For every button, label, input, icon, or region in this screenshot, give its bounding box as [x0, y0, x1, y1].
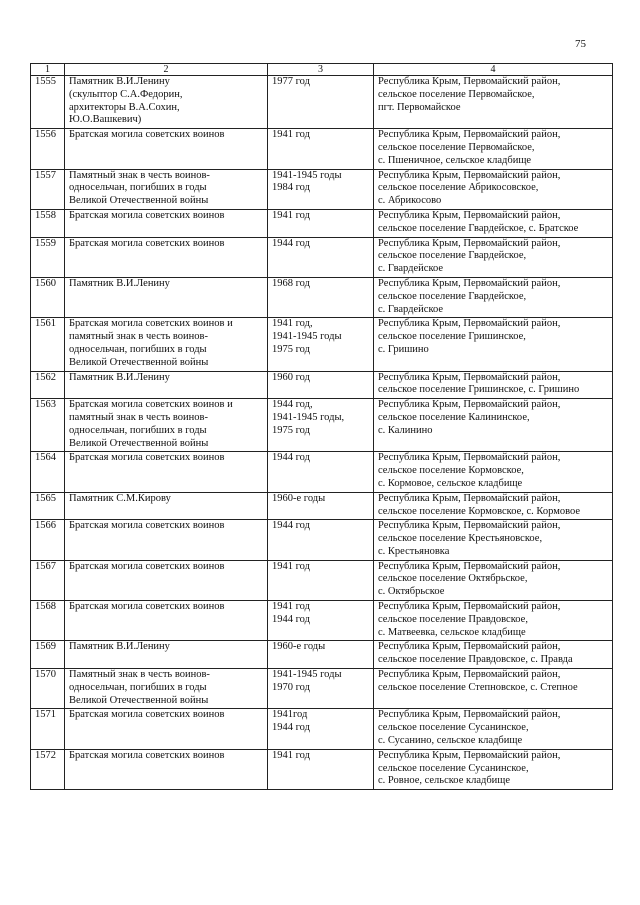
table-row — [31, 641, 613, 669]
column-header: 4 — [374, 64, 613, 76]
monument-name-cell: Братская могила советских воинов и памятный знак в честь воинов- односельчан, погибших в годы Великой Отечественной войны — [65, 318, 268, 371]
row-number-cell: 1563 — [31, 399, 65, 452]
monument-name-cell: Братская могила советских воинов и памятный знак в честь воинов- односельчан, погибших в годы Великой Отечественной войны — [65, 399, 268, 452]
location-cell: Республика Крым, Первомайский район, сельское поселение Первомайское, с. Пшеничное, сельское кладбище — [374, 129, 613, 169]
table-row — [31, 169, 613, 209]
column-header: 3 — [268, 64, 374, 76]
table-row — [31, 76, 613, 129]
monument-name-cell: Братская могила советских воинов — [65, 209, 268, 237]
row-number-cell: 1565 — [31, 492, 65, 520]
location-cell: Республика Крым, Первомайский район, сельское поселение Гвардейское, с. Гвардейское — [374, 237, 613, 277]
table-row — [31, 129, 613, 169]
table-row — [31, 237, 613, 277]
row-number-cell: 1571 — [31, 709, 65, 749]
table-row — [31, 709, 613, 749]
period-cell: 1941год 1944 год — [268, 709, 374, 749]
location-cell: Республика Крым, Первомайский район, сельское поселение Кормовское, с. Кормовое — [374, 492, 613, 520]
period-cell: 1941 год 1944 год — [268, 601, 374, 641]
row-number-cell: 1558 — [31, 209, 65, 237]
period-cell: 1941-1945 годы 1984 год — [268, 169, 374, 209]
location-cell: Республика Крым, Первомайский район, сельское поселение Крестьяновское, с. Крестьяновка — [374, 520, 613, 560]
table-row — [31, 520, 613, 560]
location-cell: Республика Крым, Первомайский район, сельское поселение Абрикосовское, с. Абрикосово — [374, 169, 613, 209]
table-row — [31, 669, 613, 709]
column-header: 1 — [31, 64, 65, 76]
table-row — [31, 601, 613, 641]
location-cell: Республика Крым, Первомайский район, сельское поселение Гвардейское, с. Гвардейское — [374, 277, 613, 317]
column-header: 2 — [65, 64, 268, 76]
row-number-cell: 1561 — [31, 318, 65, 371]
table-row — [31, 399, 613, 452]
monuments-table — [30, 63, 613, 790]
period-cell: 1944 год, 1941-1945 годы, 1975 год — [268, 399, 374, 452]
location-cell: Республика Крым, Первомайский район, сельское поселение Правдовское, с. Матвеевка, сельское кладбище — [374, 601, 613, 641]
period-cell: 1944 год — [268, 237, 374, 277]
row-number-cell: 1556 — [31, 129, 65, 169]
monument-name-cell: Братская могила советских воинов — [65, 129, 268, 169]
table-row — [31, 318, 613, 371]
monument-name-cell: Братская могила советских воинов — [65, 237, 268, 277]
row-number-cell: 1570 — [31, 669, 65, 709]
monument-name-cell: Братская могила советских воинов — [65, 601, 268, 641]
period-cell: 1960 год — [268, 371, 374, 399]
monument-name-cell: Братская могила советских воинов — [65, 452, 268, 492]
period-cell: 1941 год — [268, 749, 374, 789]
table-row — [31, 452, 613, 492]
monument-name-cell: Братская могила советских воинов — [65, 520, 268, 560]
monument-name-cell: Памятник С.М.Кирову — [65, 492, 268, 520]
monument-name-cell: Памятник В.И.Ленину (скульптор С.А.Федорин, архитекторы В.А.Сохин, Ю.О.Вашкевич) — [65, 76, 268, 129]
location-cell: Республика Крым, Первомайский район, сельское поселение Первомайское, пгт. Первомайское — [374, 76, 613, 129]
row-number-cell: 1559 — [31, 237, 65, 277]
period-cell: 1960-е годы — [268, 641, 374, 669]
table-row — [31, 209, 613, 237]
row-number-cell: 1562 — [31, 371, 65, 399]
location-cell: Республика Крым, Первомайский район, сельское поселение Правдовское, с. Правда — [374, 641, 613, 669]
table-row — [31, 277, 613, 317]
period-cell: 1941 год — [268, 209, 374, 237]
location-cell: Республика Крым, Первомайский район, сельское поселение Гвардейское, с. Братское — [374, 209, 613, 237]
row-number-cell: 1557 — [31, 169, 65, 209]
row-number-cell: 1564 — [31, 452, 65, 492]
monument-name-cell: Памятник В.И.Ленину — [65, 277, 268, 317]
table-row — [31, 371, 613, 399]
table-row — [31, 749, 613, 789]
period-cell: 1960-е годы — [268, 492, 374, 520]
monument-name-cell: Памятный знак в честь воинов- односельчан, погибших в годы Великой Отечественной войны — [65, 669, 268, 709]
location-cell: Республика Крым, Первомайский район, сельское поселение Гришинское, с. Гришино — [374, 318, 613, 371]
row-number-cell: 1566 — [31, 520, 65, 560]
period-cell: 1941-1945 годы 1970 год — [268, 669, 374, 709]
monument-name-cell: Братская могила советских воинов — [65, 749, 268, 789]
monument-name-cell: Памятник В.И.Ленину — [65, 371, 268, 399]
table-header-row — [31, 64, 613, 76]
location-cell: Республика Крым, Первомайский район, сельское поселение Калининское, с. Калинино — [374, 399, 613, 452]
period-cell: 1941 год — [268, 129, 374, 169]
period-cell: 1944 год — [268, 520, 374, 560]
row-number-cell: 1572 — [31, 749, 65, 789]
period-cell: 1968 год — [268, 277, 374, 317]
monument-name-cell: Памятный знак в честь воинов- односельчан, погибших в годы Великой Отечественной войны — [65, 169, 268, 209]
monument-name-cell: Братская могила советских воинов — [65, 560, 268, 600]
row-number-cell: 1569 — [31, 641, 65, 669]
monument-name-cell: Братская могила советских воинов — [65, 709, 268, 749]
location-cell: Республика Крым, Первомайский район, сельское поселение Октябрьское, с. Октябрьское — [374, 560, 613, 600]
monument-name-cell: Памятник В.И.Ленину — [65, 641, 268, 669]
page-number: 75 — [575, 38, 586, 50]
period-cell: 1944 год — [268, 452, 374, 492]
table-row — [31, 560, 613, 600]
row-number-cell: 1555 — [31, 76, 65, 129]
location-cell: Республика Крым, Первомайский район, сельское поселение Сусанинское, с. Ровное, сельское кладбище — [374, 749, 613, 789]
period-cell: 1941 год, 1941-1945 годы 1975 год — [268, 318, 374, 371]
table-row — [31, 492, 613, 520]
row-number-cell: 1567 — [31, 560, 65, 600]
location-cell: Республика Крым, Первомайский район, сельское поселение Степновское, с. Степное — [374, 669, 613, 709]
row-number-cell: 1560 — [31, 277, 65, 317]
period-cell: 1941 год — [268, 560, 374, 600]
location-cell: Республика Крым, Первомайский район, сельское поселение Сусанинское, с. Сусанино, сельское кладбище — [374, 709, 613, 749]
period-cell: 1977 год — [268, 76, 374, 129]
row-number-cell: 1568 — [31, 601, 65, 641]
location-cell: Республика Крым, Первомайский район, сельское поселение Гришинское, с. Гришино — [374, 371, 613, 399]
location-cell: Республика Крым, Первомайский район, сельское поселение Кормовское, с. Кормовое, сельское кладбище — [374, 452, 613, 492]
